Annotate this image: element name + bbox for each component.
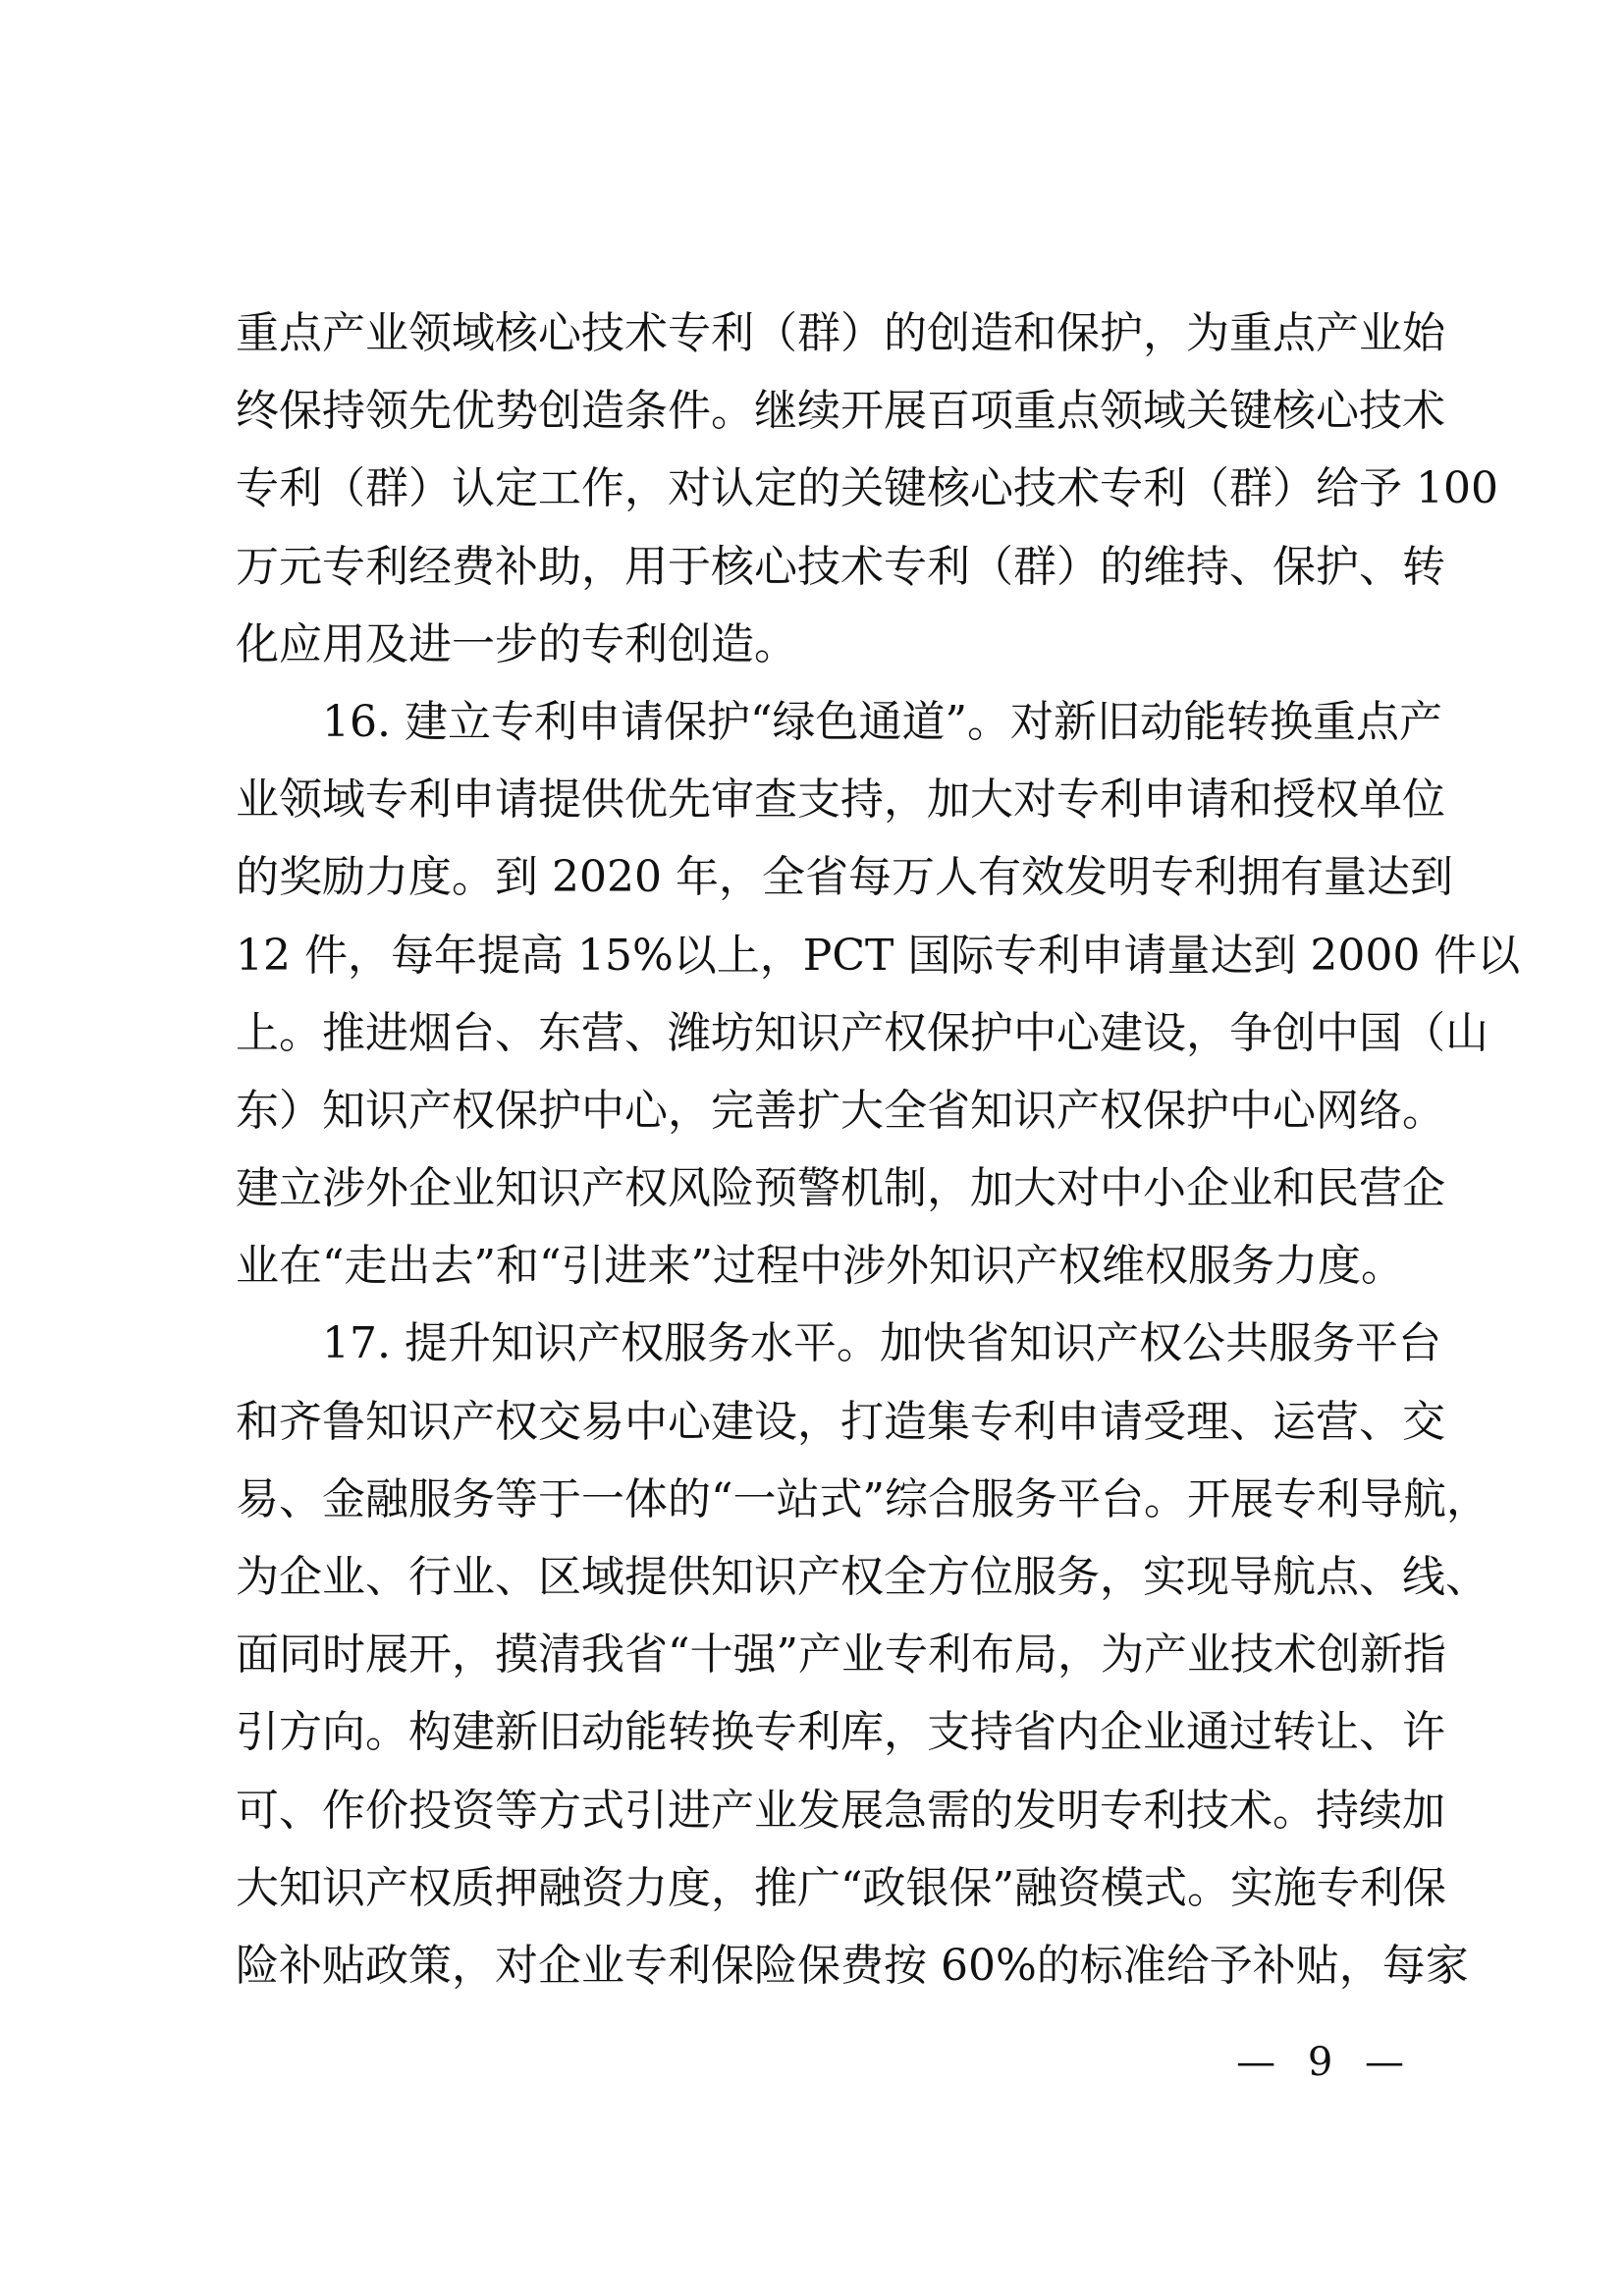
body-text (236, 294, 1521, 2004)
text-line: 建立涉外企业知识产权风险预警机制，加大对中小企业和民营企 (236, 1163, 1445, 1214)
text-line: 专利（群）认定工作，对认定的关键核心技术专利（群）给予 100 (236, 463, 1498, 514)
text-line: 险补贴政策，对企业专利保险保费按 60%的标准给予补贴，每家 (236, 1940, 1469, 1991)
page-number: — 9 — (1236, 2040, 1414, 2085)
text-line: 可、作价投资等方式引进产业发展急需的发明专利技术。持续加 (236, 1785, 1445, 1836)
text-line-paragraph-16-start: 16. 建立专利申请保护“绿色通道”。对新旧动能转换重点产 (322, 696, 1442, 747)
text-line: 12 件，每年提高 15%以上，PCT 国际专利申请量达到 2000 件以 (236, 930, 1521, 981)
text-line: 引方向。构建新旧动能转换专利库，支持省内企业通过转让、许 (236, 1707, 1445, 1758)
text-line: 面同时展开，摸清我省“十强”产业专利布局，为产业技术创新指 (236, 1629, 1446, 1681)
text-line: 万元专利经费补助，用于核心技术专利（群）的维持、保护、转 (236, 541, 1445, 592)
text-line: 化应用及进一步的专利创造。 (236, 618, 797, 669)
text-line: 业在“走出去”和“引进来”过程中涉外知识产权维权服务力度。 (236, 1241, 1404, 1292)
text-line: 为企业、行业、区域提供知识产权全方位服务，实现导航点、线、 (236, 1552, 1489, 1602)
text-line: 的奖励力度。到 2020 年，全省每万人有效发明专利拥有量达到 (236, 852, 1453, 903)
text-line: 上。推进烟台、东营、潍坊知识产权保护中心建设，争创中国（山 (236, 1007, 1489, 1058)
text-line: 重点产业领域核心技术专利（群）的创造和保护，为重点产业始 (236, 308, 1445, 358)
text-line: 东）知识产权保护中心，完善扩大全省知识产权保护中心网络。 (236, 1085, 1445, 1136)
text-line: 和齐鲁知识产权交易中心建设，打造集专利申请受理、运营、交 (236, 1396, 1445, 1447)
text-line: 业领域专利申请提供优先审查支持，加大对专利申请和授权单位 (236, 774, 1445, 826)
text-line: 终保持领先优势创造条件。继续开展百项重点领域关键核心技术 (236, 386, 1445, 437)
text-line: 大知识产权质押融资力度，推广“政银保”融资模式。实施专利保 (236, 1862, 1446, 1913)
text-line-paragraph-17-start: 17. 提升知识产权服务水平。加快省知识产权公共服务平台 (322, 1318, 1441, 1369)
text-line: 易、金融服务等于一体的“一站式”综合服务平台。开展专利导航， (236, 1473, 1489, 1524)
